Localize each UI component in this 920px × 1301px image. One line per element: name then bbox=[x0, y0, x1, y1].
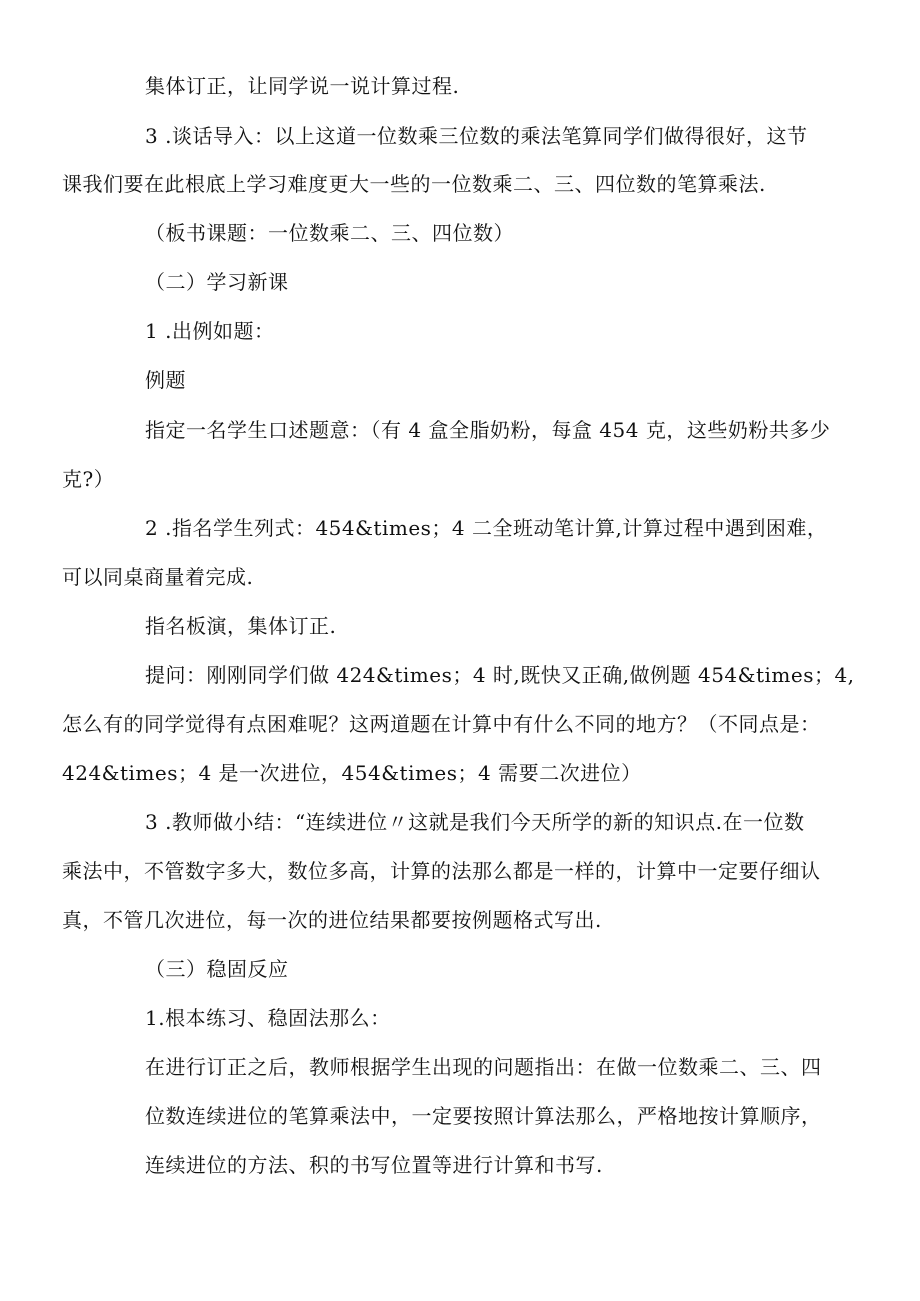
text-line: （板书课题：一位数乘二、三、四位数） bbox=[145, 221, 514, 245]
text-line: 怎么有的同学觉得有点困难呢？这两道题在计算中有什么不同的地方？（不同点是： bbox=[62, 712, 821, 736]
text-line: 位数连续进位的笔算乘法中，一定要按照计算法那么，严格地按计算顺序， bbox=[145, 1104, 822, 1128]
text-line: 2 .指名学生列式：454&times；4 二全班动笔计算,计算过程中遇到困难， bbox=[145, 516, 828, 540]
text-line: 1 .出例如题： bbox=[145, 319, 275, 343]
text-line: 连续进位的方法、积的书写位置等进行计算和书写. bbox=[145, 1153, 603, 1177]
text-line: 3 .教师做小结：“连续进位〃这就是我们今天所学的新的知识点.在一位数 bbox=[145, 810, 805, 834]
text-line: 例题 bbox=[145, 368, 186, 392]
text-line: 1.根本练习、稳固法那么： bbox=[145, 1006, 391, 1030]
text-line: 课我们要在此根底上学习难度更大一些的一位数乘二、三、四位数的笔算乘法. bbox=[62, 172, 766, 196]
text-line: 集体订正，让同学说一说计算过程. bbox=[145, 74, 460, 98]
section-heading: （三）稳固反应 bbox=[145, 957, 289, 981]
text-line: 克?） bbox=[62, 467, 115, 491]
text-line: 可以同桌商量着完成. bbox=[62, 565, 254, 589]
section-heading: （二）学习新课 bbox=[145, 270, 289, 294]
text-line: 乘法中，不管数字多大，数位多高，计算的法那么都是一样的，计算中一定要仔细认 bbox=[62, 859, 821, 883]
text-line: 提问：刚刚同学们做 424&times；4 时,既快又正确,做例题 454&times；4, bbox=[145, 663, 855, 687]
text-line: 424&times；4 是一次进位，454&times；4 需要二次进位） bbox=[62, 761, 642, 785]
text-line: 真，不管几次进位，每一次的进位结果都要按例题格式写出. bbox=[62, 908, 602, 932]
text-line: 指定一名学生口述题意：（有 4 盒全脂奶粉，每盒 454 克，这些奶粉共多少 bbox=[145, 418, 831, 442]
text-line: 3 .谈话导入：以上这道一位数乘三位数的乘法笔算同学们做得很好，这节 bbox=[145, 124, 808, 148]
text-line: 指名板演，集体订正. bbox=[145, 614, 337, 638]
text-line: 在进行订正之后，教师根据学生出现的问题指出：在做一位数乘二、三、四 bbox=[145, 1055, 822, 1079]
